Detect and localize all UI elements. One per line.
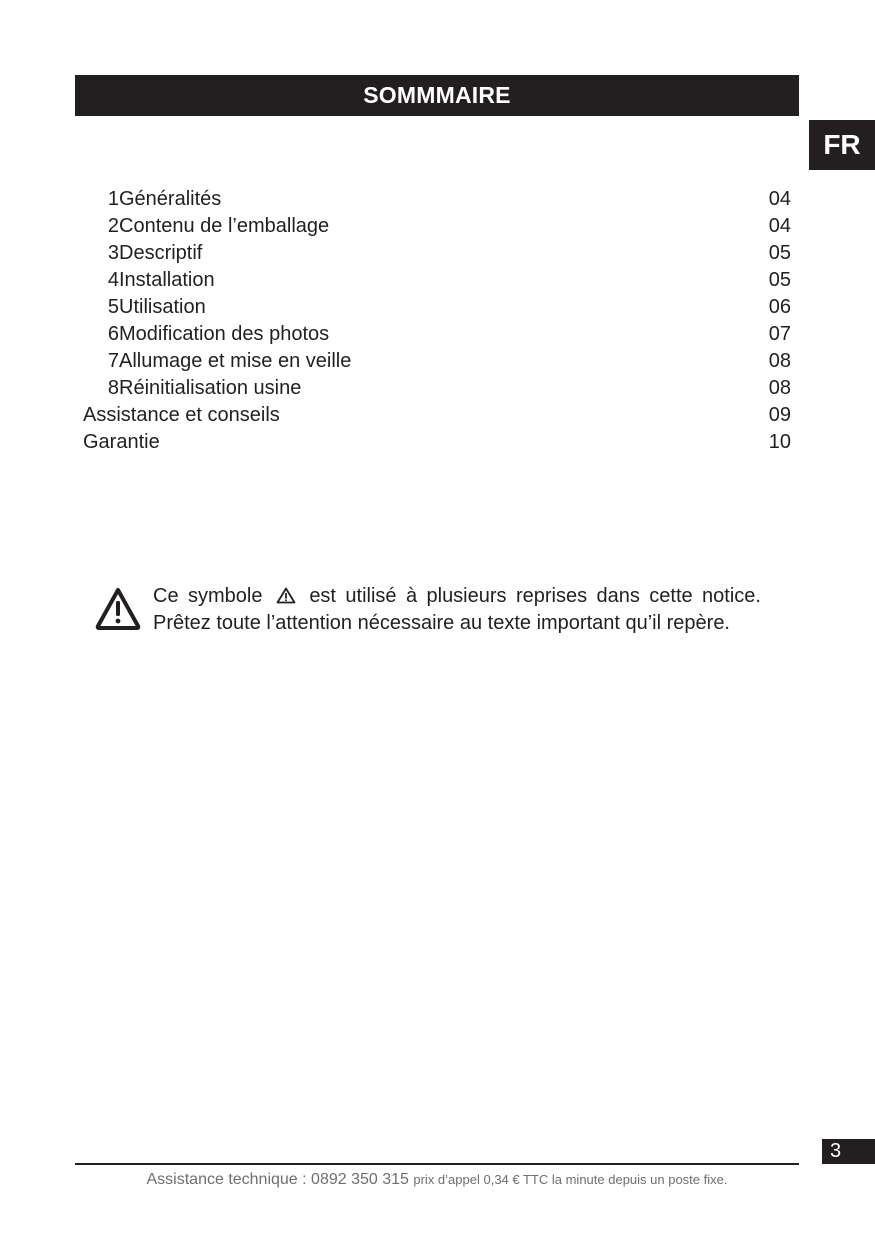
toc-label: Allumage et mise en veille <box>119 350 352 372</box>
toc-label: Descriptif <box>119 242 203 264</box>
toc-label: Généralités <box>119 188 222 210</box>
toc-row <box>83 321 791 348</box>
toc-page: 06 <box>768 296 791 318</box>
toc-row <box>83 348 791 375</box>
toc-number: 6 <box>107 323 119 345</box>
toc-number: 1 <box>107 188 119 210</box>
toc-row <box>83 240 791 267</box>
support-phone: Assistance technique : 0892 350 315 <box>146 1171 409 1188</box>
toc-row <box>83 402 791 429</box>
toc-page: 08 <box>768 377 791 399</box>
toc-label: Utilisation <box>119 296 206 318</box>
toc-row <box>83 213 791 240</box>
toc-page: 08 <box>768 350 791 372</box>
notice-text-part: est utilisé à plusieurs reprises dans cette notice. Prêtez toute l’attention nécessaire au texte important qu’il repère. <box>153 585 761 634</box>
toc-row <box>83 267 791 294</box>
support-price: prix d’appel 0,34 € TTC la minute depuis un poste fixe. <box>413 1172 728 1187</box>
toc-number: 4 <box>107 269 119 291</box>
page-title: SOMMMAIRE <box>75 75 799 116</box>
language-tab: FR <box>809 120 875 170</box>
footer <box>75 1171 799 1189</box>
toc-row <box>83 375 791 402</box>
warning-icon <box>276 587 296 604</box>
toc-row <box>83 294 791 321</box>
footer-divider <box>75 1163 799 1165</box>
toc-page: 05 <box>768 269 791 291</box>
toc-label: Contenu de l’emballage <box>119 215 330 237</box>
notice-text <box>153 583 761 637</box>
toc-page: 07 <box>768 323 791 345</box>
notice-text-part: Ce symbole <box>153 585 263 607</box>
toc-row <box>83 186 791 213</box>
toc-page: 04 <box>768 188 791 210</box>
toc-page: 10 <box>768 431 791 453</box>
toc-page: 05 <box>768 242 791 264</box>
toc-label: Garantie <box>83 431 160 453</box>
toc-number: 5 <box>107 296 119 318</box>
toc-label: Installation <box>119 269 215 291</box>
toc-number: 8 <box>107 377 119 399</box>
toc-number: 7 <box>107 350 119 372</box>
toc-number: 3 <box>107 242 119 264</box>
toc-number: 2 <box>107 215 119 237</box>
toc-page: 04 <box>768 215 791 237</box>
toc-label: Réinitialisation usine <box>119 377 302 399</box>
toc-page: 09 <box>768 404 791 426</box>
page-number: 3 <box>822 1139 875 1164</box>
toc-label: Assistance et conseils <box>83 404 280 426</box>
toc-row <box>83 429 791 456</box>
table-of-contents <box>83 186 791 456</box>
warning-notice <box>95 583 765 639</box>
warning-icon <box>95 587 141 631</box>
toc-label: Modification des photos <box>119 323 330 345</box>
